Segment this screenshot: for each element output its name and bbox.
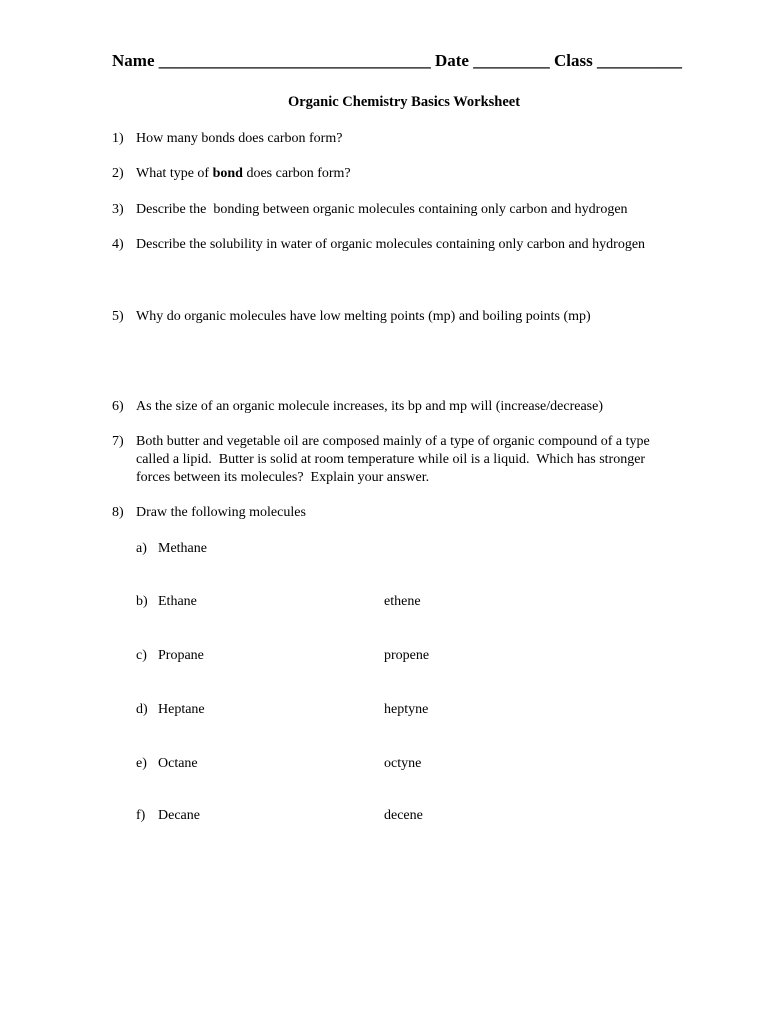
- question-text: Describe the solubility in water of organic molecules containing only carbon and hydrogen: [136, 237, 646, 252]
- molecule-alt-d: heptyne: [384, 702, 429, 717]
- molecule-alt-b: ethene: [384, 594, 421, 609]
- question-text: How many bonds does carbon form?: [136, 131, 343, 146]
- question-number: 5): [112, 309, 124, 324]
- molecule-name: Ethane: [158, 594, 197, 609]
- molecule-alt-c: propene: [384, 648, 430, 663]
- question-number: 1): [112, 131, 124, 146]
- molecule-name: Methane: [158, 541, 207, 556]
- molecule-letter: a): [136, 541, 147, 556]
- molecule-name: Heptane: [158, 702, 205, 717]
- question-text: What type of bond does carbon form?: [136, 166, 351, 181]
- molecule-alt-e: octyne: [384, 756, 422, 771]
- molecule-letter: b): [136, 594, 148, 609]
- question-text: Why do organic molecules have low melting points (mp) and boiling points (mp): [136, 309, 591, 324]
- question-text: [136, 433, 706, 487]
- question-number: 2): [112, 166, 124, 181]
- question-line: called a lipid. Butter is solid at room temperature while oil is a liquid. Which has stronger: [136, 452, 646, 467]
- molecule-name: Propane: [158, 648, 204, 663]
- question-number: 7): [112, 434, 124, 449]
- molecule-letter: d): [136, 702, 148, 717]
- question-number: 4): [112, 237, 124, 252]
- emphasis-word: bond: [212, 166, 243, 181]
- page-title: Organic Chemistry Basics Worksheet: [287, 94, 521, 110]
- molecule-letter: e): [136, 756, 147, 771]
- question-text: Describe the bonding between organic molecules containing only carbon and hydrogen: [136, 202, 628, 217]
- molecule-name: Octane: [158, 756, 198, 771]
- molecule-letter: c): [136, 648, 147, 663]
- question-number: 8): [112, 505, 124, 520]
- molecule-letter: f): [136, 808, 146, 823]
- question-number: 3): [112, 202, 124, 217]
- question-number: 6): [112, 399, 124, 414]
- molecule-alt-f: decene: [384, 808, 423, 823]
- header-line: Name ________________________________ Date _________ Class __________: [112, 51, 682, 70]
- question-line: forces between its molecules? Explain your answer.: [136, 470, 430, 485]
- question-text: Draw the following molecules: [136, 505, 306, 520]
- question-text: As the size of an organic molecule increases, its bp and mp will (increase/decrease): [136, 399, 604, 414]
- molecule-name: Decane: [158, 808, 200, 823]
- question-line: Both butter and vegetable oil are composed mainly of a type of organic compound of a type: [136, 434, 650, 449]
